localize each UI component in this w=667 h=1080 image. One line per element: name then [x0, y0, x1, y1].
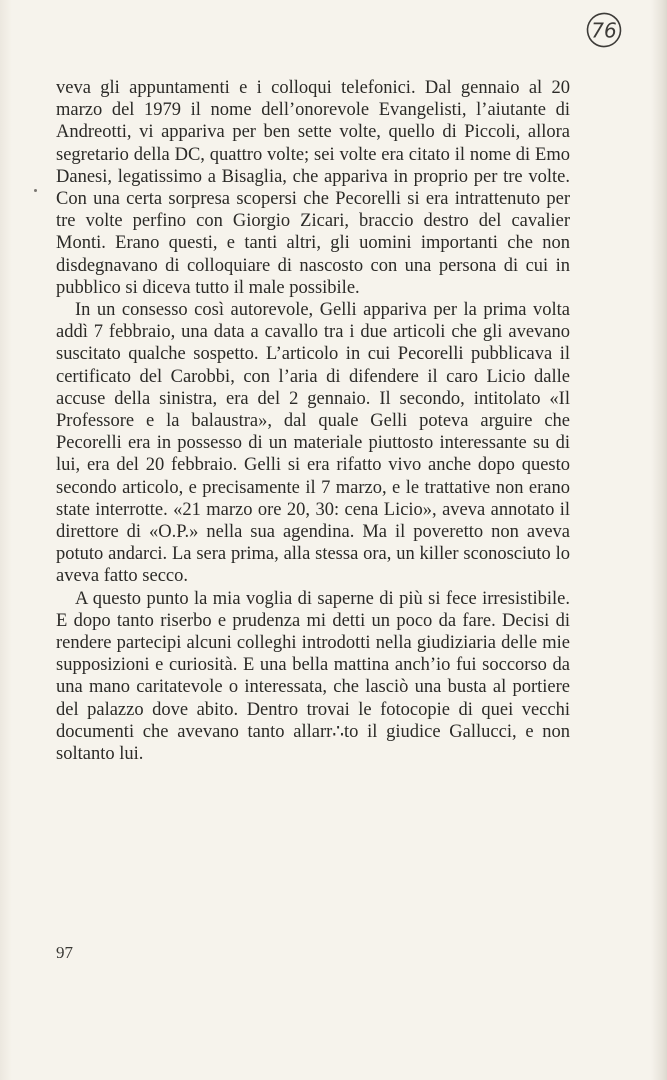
stamp-number: 76: [591, 18, 617, 43]
page-number: 97: [56, 943, 73, 962]
paragraph-1: veva gli appuntamenti e i colloqui telefonici. Dal gennaio al 20 marzo del 1979 il nome dell’onorevole Evangelisti, l’aiutante di Andreotti, vi appariva per ben sette volte, quello di Piccoli, allora segretario della DC, quattro volte; sei volte era citato il nome di Emo Danesi, legatissimo a Bisaglia, che appariva in proprio per tre volte. Con una certa sorpresa scopersi che Pecorelli si era intrattenuto per tre volte perfino con Giorgio Zicari, braccio destro del cavalier Monti. Erano questi, e tanti altri, gli uomini importanti che non disdegnavano di colloquiare di nascosto con una persona di cui in pubblico si diceva tutto il male possibile.: [56, 78, 570, 298]
body-text: [56, 77, 570, 765]
ink-speck: [34, 189, 37, 192]
page-edge-left: [0, 0, 12, 1080]
paragraph-2: In un consesso così autorevole, Gelli appariva per la prima volta addì 7 febbraio, una data a cavallo tra i due articoli che gli avevano suscitato qualche sospetto. L’articolo in cui Pecorelli pubblicava il certificato del Carobbi, con l’aria di difendere il caro Licio dalle accuse della sinistra, era del 2 gennaio. Il secondo, intitolato «Il Professore e la balaustra», dal quale Gelli poteva arguire che Pecorelli era in possesso di un materiale piuttosto interessante su di lui, era del 20 febbraio. Gelli si era rifatto vivo anche dopo questo secondo articolo, e precisamente il 7 marzo, e le trattative non erano state interrotte. «21 marzo ore 20, 30: cena Licio», aveva annotato il direttore di «O.P.» nella sua agendina. Ma il poveretto non aveva potuto andarci. La sera prima, alla stessa ora, un killer sconosciuto lo aveva fatto secco.: [56, 300, 570, 587]
paragraph-3: A questo punto la mia voglia di saperne di più si fece irresistibile. E dopo tanto riserbo e prudenza mi detti un poco da fare. Decisi di rendere partecipi alcuni colleghi introdotti nella giudiziaria delle mie supposizioni e curiosità. E una bella mattina anch’io fui soccorso da una mano caritatevole o interessata, che lasciò una busta al portiere del palazzo dove abito. Dentro trovai le fotocopie di quei vecchi documenti che avevano tanto allarr∴to il giudice Gallucci, e non soltanto lui.: [56, 588, 570, 765]
page-edge-right: [651, 0, 667, 1080]
handwritten-page-stamp: [584, 10, 624, 50]
